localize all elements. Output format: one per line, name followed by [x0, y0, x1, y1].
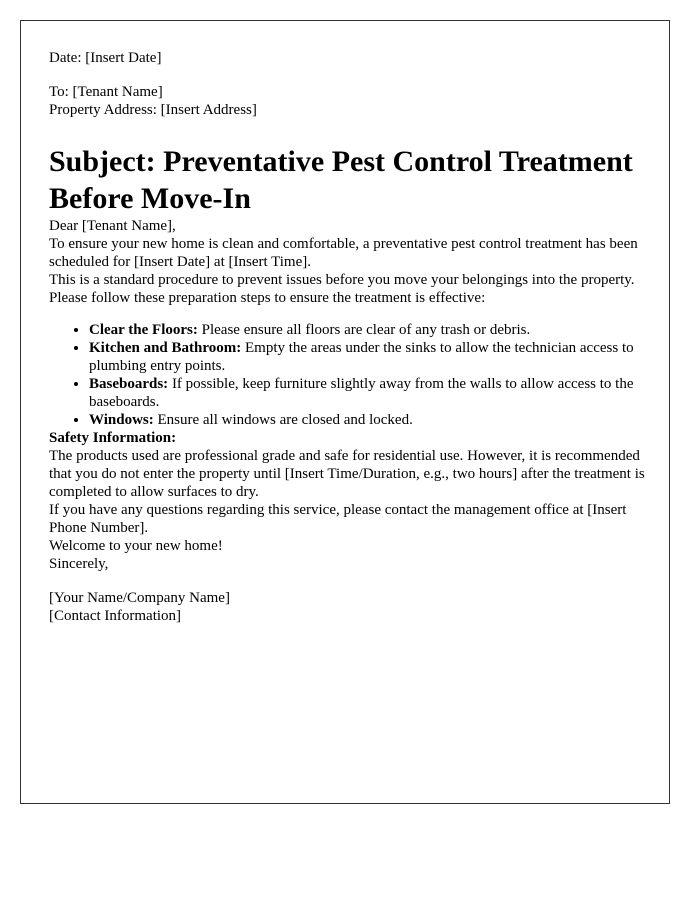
step-text: If possible, keep furniture slightly away from the walls to allow access to the baseboards. — [89, 376, 634, 410]
step-title: Windows: — [89, 412, 154, 428]
subject-heading: Subject: Preventative Pest Control Treatment Before Move-In — [49, 145, 633, 215]
preparation-steps-list — [49, 321, 649, 429]
step-title: Kitchen and Bathroom: — [89, 340, 242, 356]
procedure-paragraph: This is a standard procedure to prevent issues before you move your belongings into the property. Please follow these preparation steps to ensure the treatment is effective: — [49, 272, 635, 306]
greeting: Dear [Tenant Name], — [49, 218, 176, 234]
list-item — [89, 321, 649, 339]
signature-name: [Your Name/Company Name] — [49, 590, 230, 606]
step-text: Empty the areas under the sinks to allow the technician access to plumbing entry points. — [89, 340, 634, 374]
step-text: Ensure all windows are closed and locked. — [153, 412, 413, 428]
step-text: Please ensure all floors are clear of any trash or debris. — [197, 322, 531, 338]
step-title: Baseboards: — [89, 376, 169, 392]
property-address-line: Property Address: [Insert Address] — [49, 102, 257, 118]
safety-paragraph: The products used are professional grade and safe for residential use. However, it is recommended that you do not enter the property until [Insert Time/Duration, e.g., two hours] after the treatment is completed to allow surfaces to dry. — [49, 448, 645, 500]
closing-line: Sincerely, — [49, 556, 109, 572]
welcome-line: Welcome to your new home! — [49, 538, 223, 554]
date-line: Date: [Insert Date] — [49, 50, 162, 66]
letter — [20, 20, 670, 804]
questions-paragraph: If you have any questions regarding this service, please contact the management office at [Insert Phone Number]. — [49, 502, 627, 536]
recipient-line: To: [Tenant Name] — [49, 84, 163, 100]
list-item — [89, 411, 649, 429]
signature-contact: [Contact Information] — [49, 608, 182, 624]
step-title: Clear the Floors: — [89, 322, 198, 338]
safety-heading: Safety Information: — [49, 430, 177, 446]
intro-paragraph: To ensure your new home is clean and comfortable, a preventative pest control treatment has been scheduled for [Insert Date] at [Insert Time]. — [49, 236, 638, 270]
recipient-block — [49, 83, 649, 119]
signature-block — [49, 589, 649, 625]
list-item — [89, 375, 649, 411]
list-item — [89, 339, 649, 375]
